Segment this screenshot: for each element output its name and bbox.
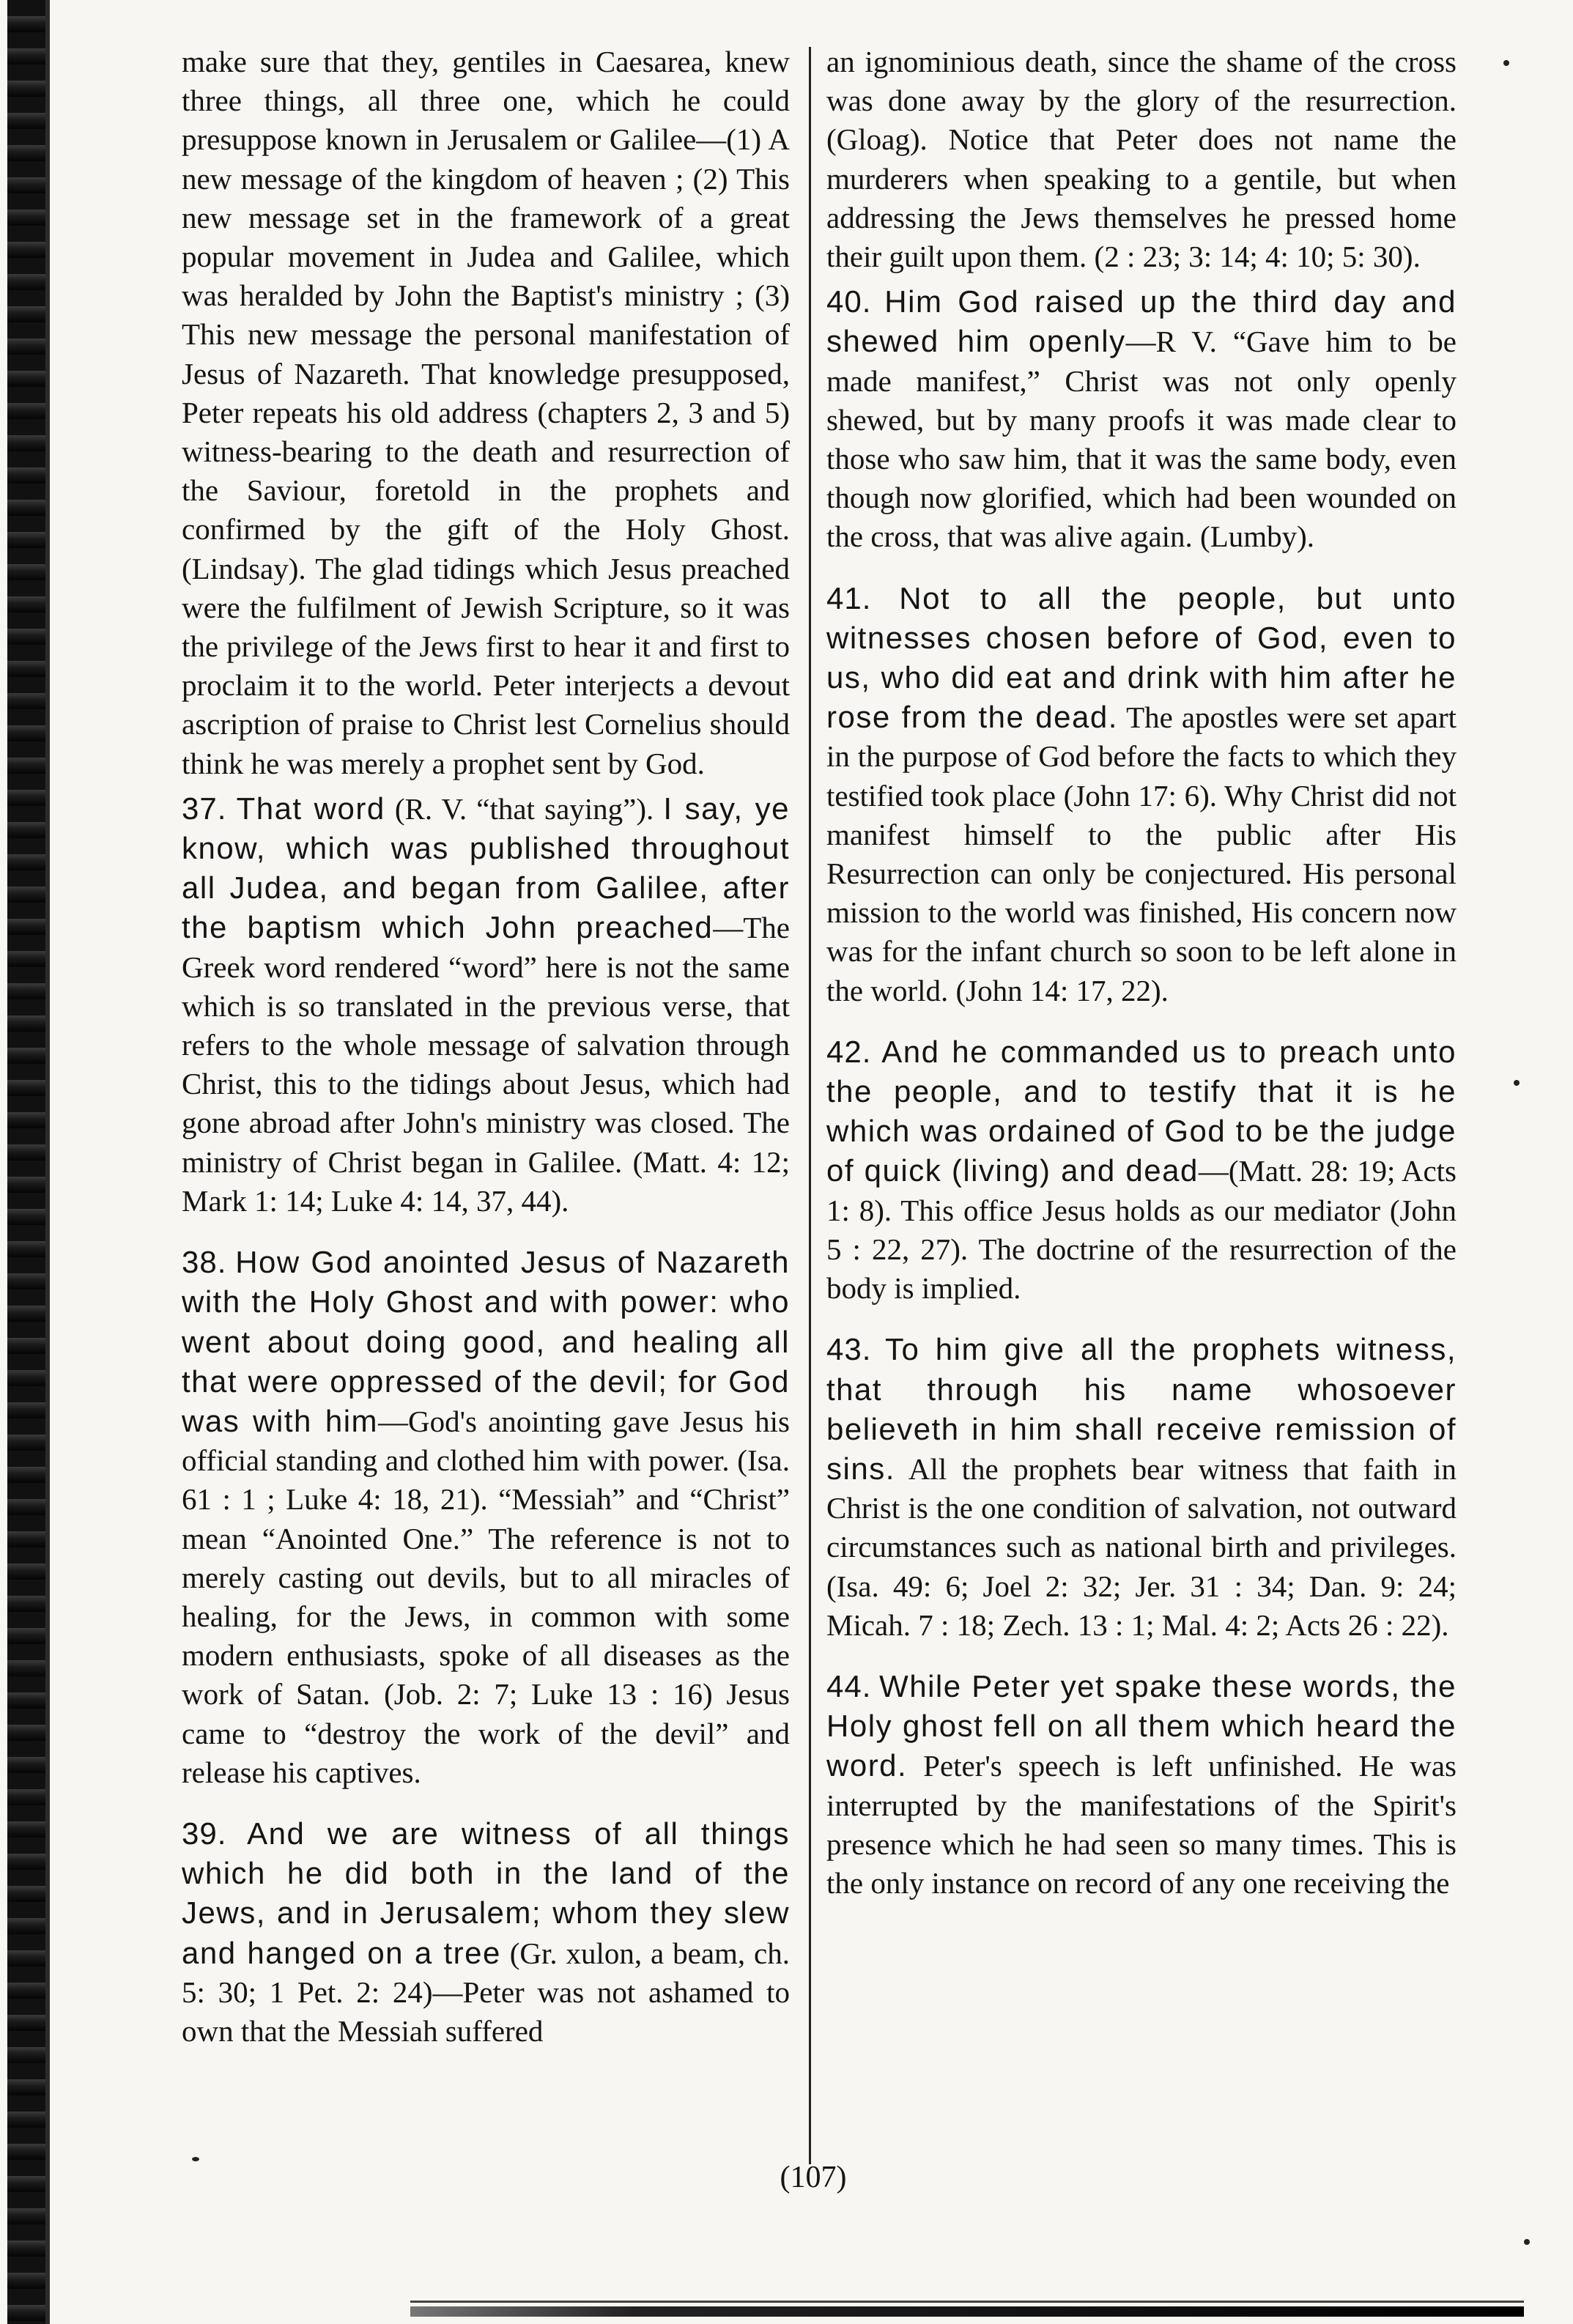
- verse-text: And he commanded us to preach unto the people, and to testify that it is he which was ordained of God to be the judge of quick (living) and dead: [826, 1034, 1457, 1188]
- print-speck: [192, 2157, 199, 2161]
- verse-number: 43.: [826, 1332, 872, 1367]
- verse-text: To him give all the prophets witness, that through his name whosoever believeth in him shall receive remission of sins.: [826, 1332, 1457, 1486]
- left-column: [182, 42, 790, 2073]
- verse-number: 40.: [826, 284, 872, 319]
- print-speck: [1524, 2239, 1530, 2245]
- verse-section-40: [826, 282, 1457, 556]
- verse-section-44: [826, 1667, 1457, 1903]
- verse-section-39: [182, 1814, 790, 2051]
- verse-section-42: [826, 1032, 1457, 1308]
- bottom-rule: [410, 2306, 1524, 2317]
- continued-paragraph: [182, 42, 790, 783]
- commentary-text: —God's anointing gave Jesus his official standing and clothed him with power. (Isa. 61 : 1 ; Luke 4: 18, 21). “Messiah” and “Christ” mean “Anointed One.” The reference is not to merely casting out devils, but to all miracles of healing, for the Jews, in common with some modern enthusiasts, spoke of all diseases as the work of Satan. (Job. 2: 7; Luke 13 : 16) Jesus came to “destroy the work of the devil” and release his captives.: [182, 1404, 790, 1789]
- verse-number: 38.: [182, 1245, 227, 1280]
- verse-section-41: [826, 579, 1457, 1010]
- verse-number: 39.: [182, 1816, 227, 1851]
- verse-number: 44.: [826, 1668, 872, 1703]
- print-speck: [1503, 60, 1509, 66]
- print-speck: [1514, 1080, 1520, 1086]
- binding-edge: [7, 0, 50, 2324]
- verse-text: How God anointed Jesus of Nazareth with the Holy Ghost and with power: who went about doing good, and healing all that were oppressed of the devil; for God was with him: [182, 1245, 790, 1438]
- continued-paragraph: [826, 42, 1457, 276]
- verse-text: And we are witness of all things which he did both in the land of the Jews, and in Jerusalem; whom they slew and hanged on a tree: [182, 1816, 790, 1970]
- commentary-text: The apostles were set apart in the purpose of God before the facts to which they testified took place (John 17: 6). Why Christ did not manifest himself to the public after His Resurrection can only be conjectured. His personal mission to the world was finished, His concern now was for the infant church so soon to be left alone in the world. (John 14: 17, 22).: [826, 700, 1457, 1007]
- right-column: [826, 42, 1457, 1925]
- verse-section-37: [182, 789, 790, 1221]
- verse-text: While Peter yet spake these words, the Holy ghost fell on all them which heard the word.: [826, 1668, 1457, 1783]
- verse-text: That word: [236, 791, 385, 826]
- verse-number: 41.: [826, 580, 872, 615]
- commentary-text: (Gr. xulon, a beam, ch. 5: 30; 1 Pet. 2: 24)—Peter was not ashamed to own that the Messiah suffered: [182, 1936, 790, 2048]
- commentary-text: an ignominious death, since the shame of the cross was done away by the glory of the resurrection. (Gloag). Notice that Peter does not name the murderers when speaking to a gentile, but when addressing the Jews themselves he pressed home their guilt upon them. (2 : 23; 3: 14; 4: 10; 5: 30).: [826, 45, 1457, 274]
- commentary-text: —(Matt. 28: 19; Acts 1: 8). This office Jesus holds as our mediator (John 5 : 22, 27). The doctrine of the resurrection of the body is implied.: [826, 1154, 1457, 1306]
- commentary-text: (R. V. “that saying”).: [385, 791, 664, 826]
- verse-section-38: [182, 1243, 790, 1792]
- verse-number: 37.: [182, 791, 227, 826]
- bottom-rule-thin: [410, 2301, 1524, 2303]
- commentary-text: make sure that they, gentiles in Caesarea, knew three things, all three one, which he could presuppose known in Jerusalem or Galilee—(1) A new message of the kingdom of heaven ; (2) This new message set in the framework of a great popular movement in Judea and Galilee, which was heralded by John the Baptist's ministry ; (3) This new message the personal manifestation of Jesus of Nazareth. That knowledge presupposed, Peter repeats his old address (chapters 2, 3 and 5) witness-bearing to the death and resurrection of the Saviour, foretold in the prophets and confirmed by the gift of the Holy Ghost. (Lindsay). The glad tidings which Jesus preached were the fulfilment of Jewish Scripture, so it was the privilege of the Jews first to hear it and first to proclaim it to the world. Peter interjects a devout ascription of praise to Christ lest Cornelius should think he was merely a prophet sent by God.: [182, 45, 790, 780]
- commentary-text: Peter's speech is left unfinished. He was interrupted by the manifestations of the Spirit's presence which he had seen so many times. This is the only instance on record of any one receiving the: [826, 1749, 1457, 1900]
- verse-text: Him God raised up the third day and shewed him openly: [826, 284, 1457, 359]
- verse-text: Not to all the people, but unto witnesses chosen before of God, even to us, who did eat and drink with him after he rose from the dead.: [826, 580, 1457, 735]
- verse-text: I say, ye know, which was published throughout all Judea, and began from Galilee, after the baptism which John preached: [182, 791, 791, 945]
- commentary-text: —R V. “Gave him to be made manifest,” Christ was not only openly shewed, but by many proofs it was made clear to those who saw him, that it was the same body, even though now glorified, which had been wounded on the cross, that was alive again. (Lumby).: [826, 325, 1457, 554]
- page-number: (107): [780, 2161, 847, 2194]
- column-divider: [809, 47, 811, 2164]
- commentary-text: All the prophets bear witness that faith in Christ is the one condition of salvation, not outward circumstances such as national birth and privileges. (Isa. 49: 6; Joel 2: 32; Jer. 31 : 34; Dan. 9: 24; Micah. 7 : 18; Zech. 13 : 1; Mal. 4: 2; Acts 26 : 22).: [826, 1451, 1457, 1642]
- verse-section-43: [826, 1330, 1457, 1645]
- commentary-text: —The Greek word rendered “word” here is not the same which is so translated in the previous verse, that refers to the whole message of salvation through Christ, this to the tidings about Jesus, which had gone abroad after John's ministry was closed. The ministry of Christ began in Galilee. (Matt. 4: 12; Mark 1: 14; Luke 4: 14, 37, 44).: [182, 911, 790, 1218]
- verse-number: 42.: [826, 1034, 872, 1069]
